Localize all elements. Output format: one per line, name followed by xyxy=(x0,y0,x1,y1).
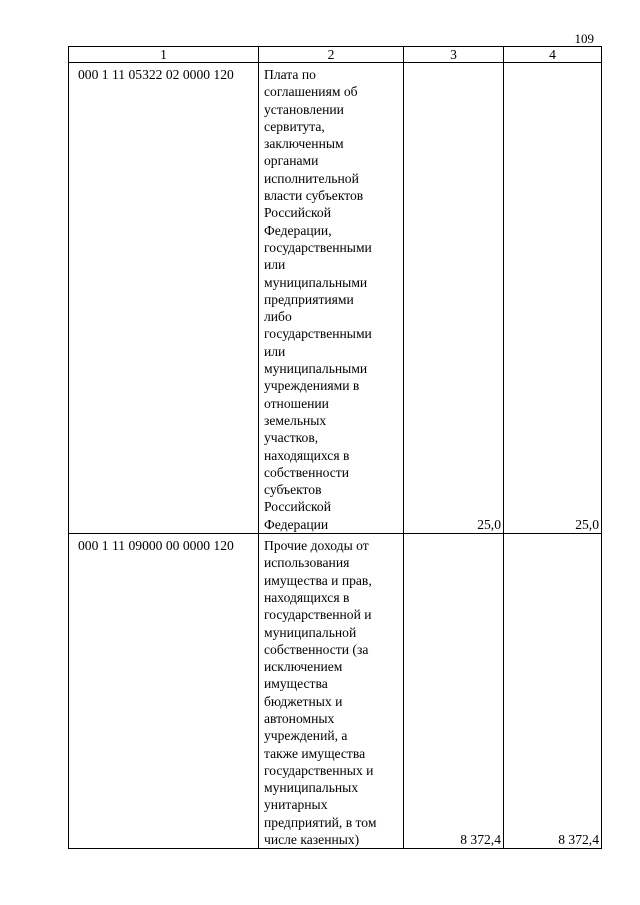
name-line: учреждениями в xyxy=(264,378,360,394)
table-header-row xyxy=(69,47,602,63)
name-line: государственных и xyxy=(264,762,374,778)
name-line: муниципальной xyxy=(264,624,357,640)
name-line: государственными xyxy=(264,239,372,255)
income-name-cell xyxy=(259,534,404,849)
name-line: муниципальными xyxy=(264,274,368,290)
name-line: Плата по xyxy=(264,67,316,82)
name-line: исполнительной xyxy=(264,170,359,186)
name-line: субъектов xyxy=(264,482,322,498)
name-line: предприятиями xyxy=(264,291,354,307)
name-line: или xyxy=(264,257,286,273)
name-line: муниципальных xyxy=(264,780,359,796)
name-line: имущества и прав, xyxy=(264,572,372,588)
amount-col4-cell: 8 372,4 xyxy=(504,534,602,849)
column-header-3: 3 xyxy=(404,47,504,63)
name-line: земельных xyxy=(264,412,327,428)
name-line: Российской xyxy=(264,205,331,221)
name-line: органами xyxy=(264,153,319,169)
name-line: участков, xyxy=(264,430,319,446)
amount-col3-cell: 25,0 xyxy=(404,63,504,534)
name-line: либо xyxy=(264,309,292,325)
name-line: находящихся в xyxy=(264,589,350,605)
name-line: заключенным xyxy=(264,136,344,152)
name-line: собственности (за xyxy=(264,641,369,657)
table-row xyxy=(69,63,602,534)
name-line: Федерации xyxy=(264,516,329,532)
budget-code-cell: 000 1 11 05322 02 0000 120 xyxy=(69,63,259,534)
name-line: сервитута, xyxy=(264,118,325,134)
name-line: соглашениям об xyxy=(264,84,358,100)
name-line: числе казенных) xyxy=(264,832,360,848)
name-line: государственными xyxy=(264,326,372,342)
name-line: учреждений, а xyxy=(264,728,348,744)
amount-col4-cell: 25,0 xyxy=(504,63,602,534)
name-line: Российской xyxy=(264,499,331,515)
name-line: имущества xyxy=(264,676,328,692)
column-header-4: 4 xyxy=(504,47,602,63)
name-line: унитарных xyxy=(264,797,328,813)
name-line: муниципальными xyxy=(264,361,368,377)
amount-col3-cell: 8 372,4 xyxy=(404,534,504,849)
name-line: или xyxy=(264,343,286,359)
column-header-2: 2 xyxy=(259,47,404,63)
name-line: Прочие доходы от xyxy=(264,538,369,554)
column-header-1: 1 xyxy=(69,47,259,63)
name-line: власти субъектов xyxy=(264,188,364,204)
name-line: использования xyxy=(264,555,350,571)
name-line: собственности xyxy=(264,464,350,480)
budget-code-cell: 000 1 11 09000 00 0000 120 xyxy=(69,534,259,849)
name-line: находящихся в xyxy=(264,447,350,463)
table-row xyxy=(69,534,602,849)
page-number: 109 xyxy=(574,31,594,46)
name-line: предприятий, в том xyxy=(264,814,377,830)
name-line: Федерации, xyxy=(264,222,332,238)
name-line: также имущества xyxy=(264,745,366,761)
income-name-cell xyxy=(259,63,404,534)
name-line: государственной и xyxy=(264,607,372,623)
budget-table xyxy=(68,46,602,849)
name-line: автономных xyxy=(264,710,335,726)
name-line: бюджетных и xyxy=(264,693,343,709)
name-line: отношении xyxy=(264,395,329,411)
name-line: установлении xyxy=(264,101,344,117)
name-line: исключением xyxy=(264,659,343,675)
